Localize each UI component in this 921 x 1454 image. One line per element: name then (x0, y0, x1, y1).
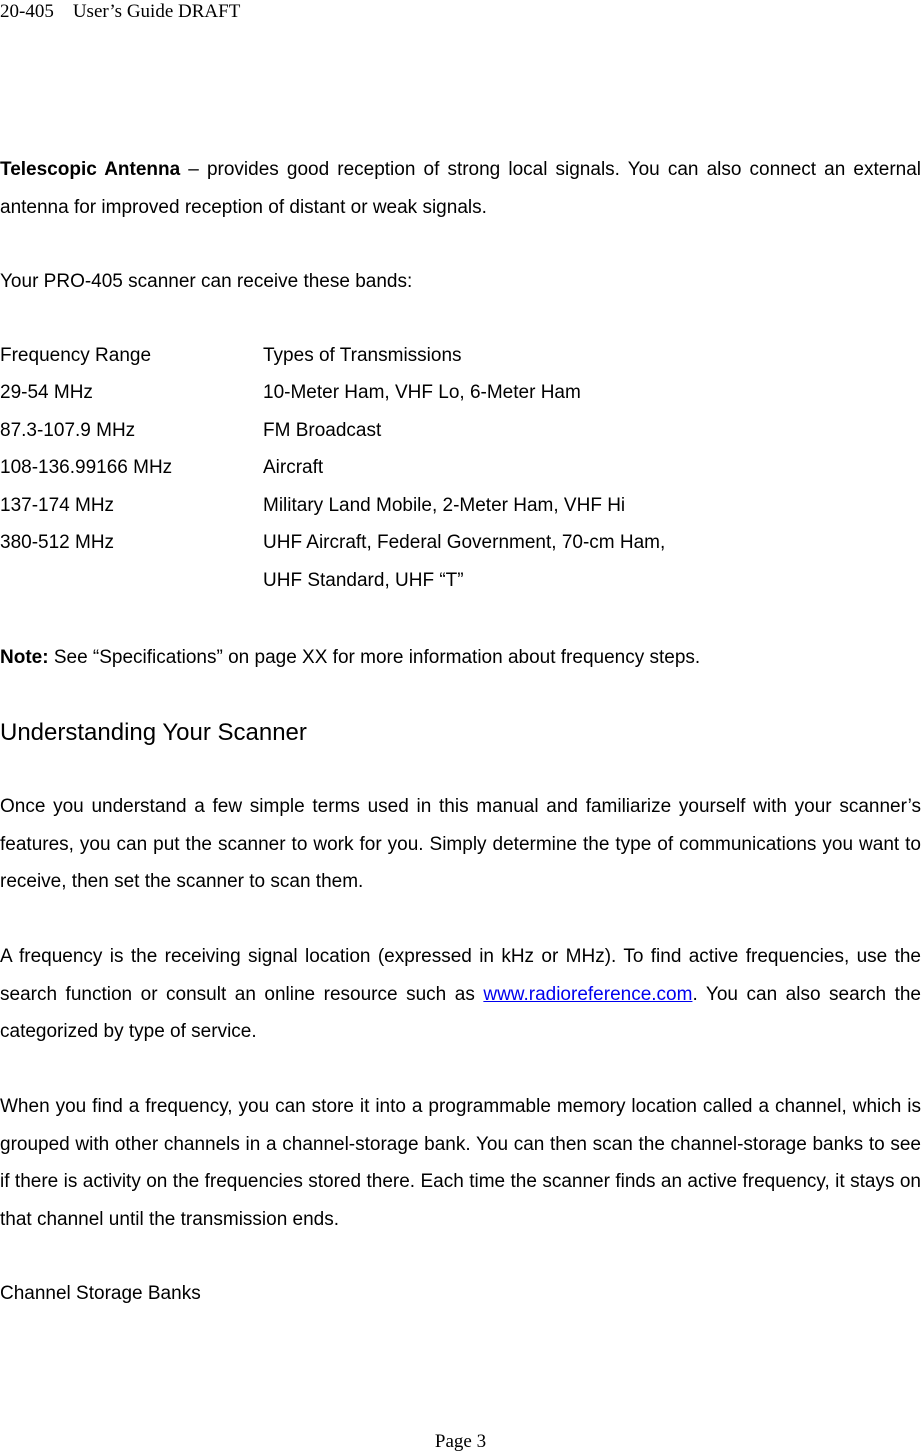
page-number: Page 3 (434, 1431, 487, 1452)
band-range: 137-174 MHz (0, 495, 115, 516)
band-range: 29-54 MHz (0, 382, 93, 403)
frequency-text-before: A frequency is the receiving signal location (expressed in kHz or MHz). To find active frequencies, use the search function or consult an online resource such as (0, 946, 921, 1005)
antenna-paragraph (0, 151, 921, 226)
bands-intro: Your PRO-405 scanner can receive these bands: (0, 271, 413, 292)
antenna-text: – provides good reception of strong local signals. You can also connect an external antenna for improved reception of distant or weak signals. (0, 159, 921, 218)
band-types: Aircraft (263, 457, 324, 478)
band-types: Military Land Mobile, 2-Meter Ham, VHF Hi (263, 495, 626, 516)
band-types: 10-Meter Ham, VHF Lo, 6-Meter Ham (263, 382, 581, 403)
frequency-paragraph (0, 938, 921, 1051)
understanding-paragraph: Once you understand a few simple terms used in this manual and familiarize yourself with your scanner’s features, you can put the scanner to work for you. Simply determine the type of communications you want to receive, then set the scanner to scan them. (0, 796, 921, 892)
frequency-text-after: . You can also search the categorized by type of service. (0, 983, 921, 1042)
band-types: FM Broadcast (263, 420, 382, 441)
antenna-label: Telescopic Antenna (0, 159, 181, 180)
channel-paragraph: When you find a frequency, you can store it into a programmable memory location called a channel, which is grouped with other channels in a channel-storage bank. You can then scan the channel-storage banks to see if there is activity on the frequencies stored there. Each time the scanner finds an active frequency, it stays on that channel until the transmission ends. (0, 1096, 921, 1230)
band-range: 87.3-107.9 MHz (0, 420, 136, 441)
note-text: See “Specifications” on page XX for more information about frequency steps. (48, 647, 701, 668)
note-paragraph (0, 639, 921, 677)
band-range: 108-136.99166 MHz (0, 457, 173, 478)
band-types: UHF Standard, UHF “T” (263, 570, 464, 591)
note-label: Note: (0, 647, 49, 668)
band-range: 380-512 MHz (0, 532, 115, 553)
channel-storage-subheading: Channel Storage Banks (0, 1283, 201, 1304)
band-types: UHF Aircraft, Federal Government, 70-cm Ham, (263, 532, 666, 553)
header-types-of-transmissions: Types of Transmissions (263, 345, 462, 366)
section-heading: Understanding Your Scanner (0, 719, 307, 746)
page-header: 20-405 User’s Guide DRAFT (0, 1, 241, 22)
radioreference-link[interactable]: www.radioreference.com (483, 983, 693, 1005)
header-frequency-range: Frequency Range (0, 345, 152, 366)
